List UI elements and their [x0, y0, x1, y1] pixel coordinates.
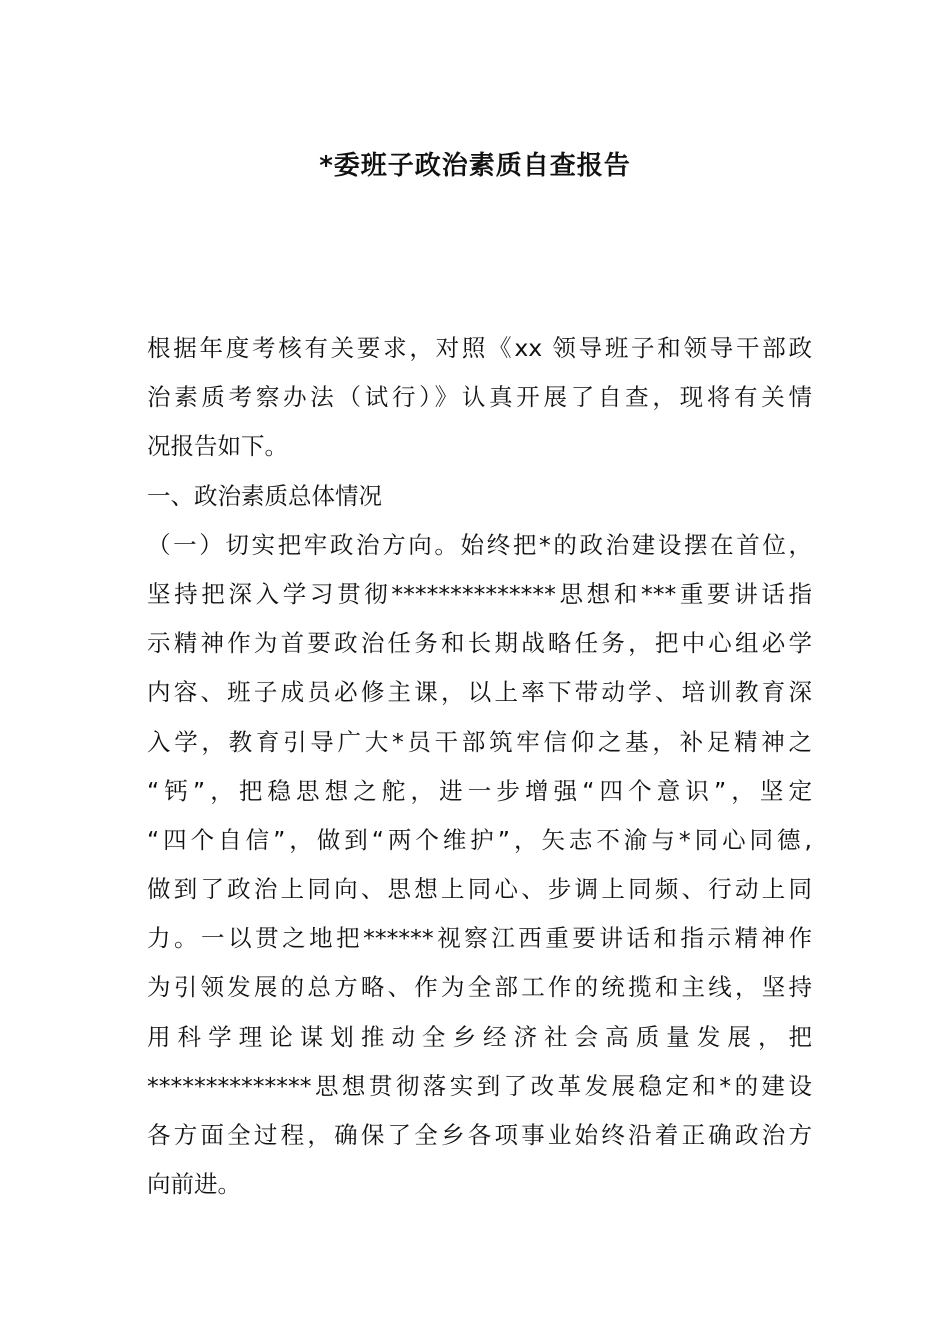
document-title: *委班子政治素质自查报告 — [319, 151, 631, 181]
paragraph-line: 用科学理论谋划推动全乡经济社会高质量发展，把 — [147, 1022, 812, 1051]
paragraph-line: **************思想贯彻落实到了改革发展稳定和*的建设 — [147, 1071, 812, 1100]
paragraph-line: 向前进。 — [147, 1170, 241, 1199]
document-body — [147, 324, 812, 1209]
paragraph-line: 根据年度考核有关要求，对照《xx 领导班子和领导干部政 — [147, 334, 812, 362]
paragraph-line: 况报告如下。 — [147, 432, 288, 461]
paragraph-line: 力。一以贯之地把******视察江西重要讲话和指示精神作 — [147, 924, 812, 953]
paragraph-line: 示精神作为首要政治任务和长期战略任务，把中心组必学 — [147, 629, 812, 658]
paragraph-line: 内容、班子成员必修主课，以上率下带动学、培训教育深 — [147, 678, 812, 707]
paragraph-line: 做到了政治上同向、思想上同心、步调上同频、行动上同 — [147, 875, 812, 904]
paragraph-line: 坚持把深入学习贯彻**************思想和***重要讲话指 — [147, 579, 812, 608]
paragraph-line: 各方面全过程，确保了全乡各项事业始终沿着正确政治方 — [147, 1121, 812, 1149]
paragraph-line: “钙”，把稳思想之舵，进一步增强“四个意识”，坚定 — [147, 776, 812, 805]
paragraph-line: （一）切实把牢政治方向。始终把*的政治建设摆在首位， — [147, 530, 812, 559]
paragraph-line: 为引领发展的总方略、作为全部工作的统揽和主线，坚持 — [147, 973, 812, 1002]
paragraph-line: 治素质考察办法（试行）》认真开展了自查，现将有关情 — [147, 383, 812, 412]
paragraph-line: 入学，教育引导广大*员干部筑牢信仰之基，补足精神之 — [147, 727, 812, 756]
section-heading: 一、政治素质总体情况 — [147, 481, 382, 510]
paragraph-line: “四个自信”，做到“两个维护”，矢志不渝与*同心同德, — [147, 825, 812, 854]
